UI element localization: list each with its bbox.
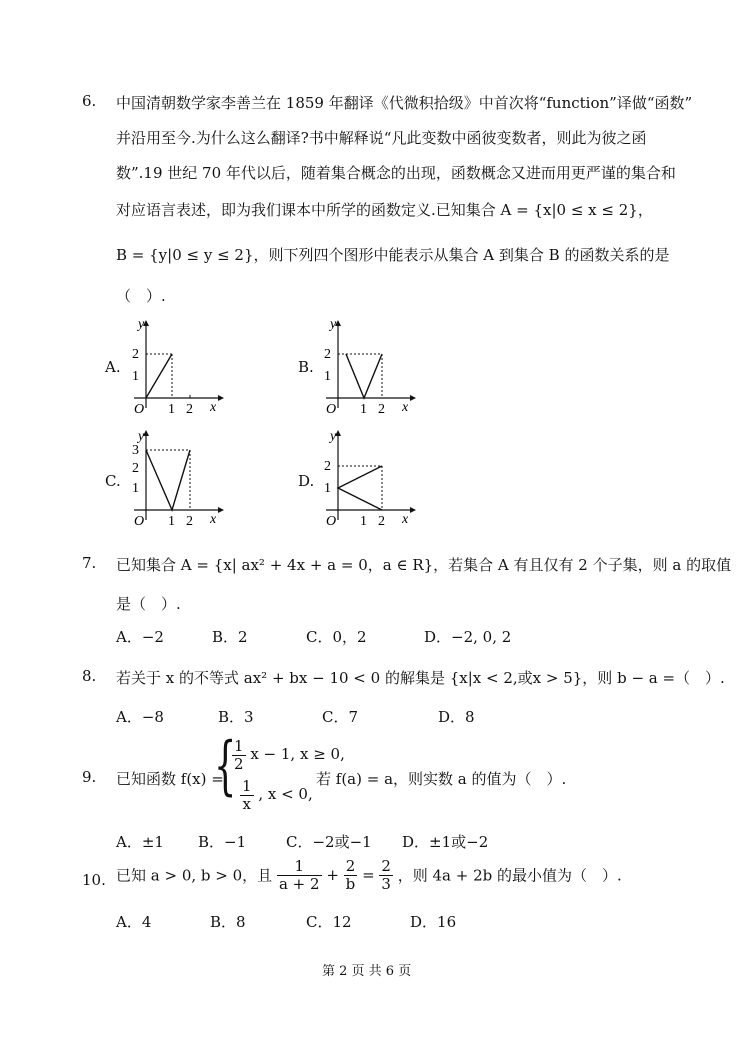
q6-text-line4: 对应语言表述，即为我们课本中所学的函数定义.已知集合 A = {x|0 ≤ x ≤ 2}， (116, 201, 653, 219)
page-footer: 第 2 页 共 6 页 (322, 964, 412, 979)
q9-option-b[interactable]: B．−1 (198, 833, 247, 851)
q10-option-a[interactable]: A．4 (116, 913, 152, 931)
q9-option-a[interactable]: A．±1 (116, 833, 164, 851)
q10-frac1-num: 1 (277, 858, 322, 876)
q10-frac3-num: 2 (381, 857, 391, 875)
q6-option-a-label: A. (105, 358, 121, 376)
graph-a-xlabel: x (210, 400, 217, 415)
q9-suffix: 若 f(a) = a，则实数 a 的值为（ ）. (316, 770, 567, 788)
graph-a-origin: O (134, 402, 145, 417)
graph-a-x-arrow (218, 395, 224, 401)
graph-b-ylabel: y (330, 318, 337, 332)
graph-d-curve (338, 466, 382, 510)
q8-text-line1: 若关于 x 的不等式 ax² + bx − 10 < 0 的解集是 {x|x < 2,或x > 5}，则 b − a =（ ）. (116, 669, 725, 687)
q10-suffix: ，则 4a + 2b 的最小值为（ ）. (397, 866, 622, 885)
q9-case1-num: 1 (234, 737, 244, 755)
q7-option-c[interactable]: C．0，2 (306, 628, 367, 646)
q7-number: 7. (82, 554, 97, 572)
graph-c-ytick-1: 1 (132, 481, 139, 496)
q9-prefix: 已知函数 f(x) = (116, 770, 224, 788)
q10-text (116, 858, 622, 892)
q10-option-c[interactable]: C．12 (306, 913, 352, 931)
q6-option-c-label: C. (105, 472, 121, 490)
q10-option-b[interactable]: B．8 (210, 913, 246, 931)
q6-number: 6. (82, 92, 97, 110)
graph-b-origin: O (326, 402, 337, 417)
q9-option-c[interactable]: C．−2或−1 (286, 833, 372, 851)
graph-d-xtick-2: 2 (378, 514, 385, 529)
graph-c-x-arrow (218, 507, 224, 513)
graph-b-xtick-1: 1 (360, 402, 367, 417)
graph-a-xtick-1: 1 (168, 402, 175, 417)
q6-text-line3: 数”.19 世纪 70 年代以后，随着集合概念的出现，函数概念又进而用更严谨的集合和 (116, 164, 676, 182)
q8-option-b[interactable]: B．3 (218, 708, 254, 726)
q7-text-line2: 是（ ）. (116, 595, 181, 613)
q7-option-b[interactable]: B．2 (212, 628, 248, 646)
q6-option-b-label: B. (298, 358, 314, 376)
q10-prefix: 已知 a > 0, b > 0，且 (116, 866, 273, 885)
q10-option-d[interactable]: D．16 (410, 913, 457, 931)
graph-c-origin: O (134, 514, 145, 529)
graph-b-ytick-1: 1 (324, 369, 331, 384)
graph-d-origin: O (326, 514, 337, 529)
q10-number: 10. (82, 871, 106, 889)
graph-d-xtick-1: 1 (360, 514, 367, 529)
q6-text-line1: 中国清朝数学家李善兰在 1859 年翻译《代微积拾级》中首次将“function”译做“函数” (116, 94, 693, 112)
graph-d-x-arrow (410, 507, 416, 513)
graph-b-x-arrow (410, 395, 416, 401)
graph-c-ytick-3: 3 (132, 443, 139, 458)
q9-case2-rest: , x < 0, (258, 785, 313, 803)
q8-option-a[interactable]: A．−8 (116, 708, 164, 726)
q8-option-c[interactable]: C．7 (322, 708, 359, 726)
graph-a-xtick-2: 2 (186, 402, 193, 417)
graph-c-curve (146, 450, 190, 510)
q7-option-a[interactable]: A．−2 (116, 628, 164, 646)
q9-case2 (240, 778, 313, 812)
q9-case1-rest: x − 1, x ≥ 0, (250, 745, 345, 763)
graph-c-ylabel: y (138, 430, 145, 444)
q9-case1-den: 2 (234, 754, 244, 773)
graph-c-ytick-2: 2 (132, 461, 139, 476)
graph-d-ytick-2: 2 (324, 459, 331, 474)
q6-graph-a (128, 318, 228, 418)
graph-a-ytick-2: 2 (132, 347, 139, 362)
q10-frac1-den: a + 2 (278, 874, 320, 893)
graph-c-xtick-2: 2 (186, 514, 193, 529)
q6-text-line5: B = {y|0 ≤ y ≤ 2}，则下列四个图形中能表示从集合 A 到集合 B 的函数关系的是 (116, 246, 670, 264)
graph-b-xlabel: x (402, 400, 409, 415)
graph-c-xlabel: x (210, 512, 217, 527)
q10-frac2-num: 2 (344, 858, 358, 876)
q9-case2-den: x (242, 794, 251, 813)
graph-b-xtick-2: 2 (378, 402, 385, 417)
graph-a-ytick-1: 1 (132, 369, 139, 384)
q9-case2-num: 1 (242, 777, 252, 795)
q7-option-d[interactable]: D．−2, 0, 2 (424, 628, 512, 646)
graph-a-curve (146, 354, 172, 398)
q6-text-line2: 并沿用至今.为什么这么翻译?书中解释说“凡此变数中函彼变数者，则此为彼之函 (116, 129, 647, 147)
q6-graph-c (128, 430, 228, 530)
graph-a-ylabel: y (138, 318, 145, 332)
graph-b-curve (346, 354, 382, 398)
q10-frac3-den: 3 (381, 874, 391, 893)
q9-number: 9. (82, 768, 97, 786)
q6-option-d-label: D. (298, 472, 315, 490)
q9-brace: { (214, 729, 237, 803)
q9-option-d[interactable]: D．±1或−2 (402, 833, 489, 851)
q6-graph-b (320, 318, 420, 418)
graph-d-ylabel: y (330, 430, 337, 444)
q8-option-d[interactable]: D．8 (438, 708, 475, 726)
q6-text-line6: （ ）. (116, 287, 166, 305)
q9-case1 (232, 738, 345, 772)
q8-number: 8. (82, 667, 97, 685)
graph-d-xlabel: x (402, 512, 409, 527)
q10-equals: = (362, 866, 375, 884)
graph-b-ytick-2: 2 (324, 347, 331, 362)
q10-frac2-den: b (345, 874, 356, 893)
q6-graph-d (320, 430, 420, 530)
q10-plus: + (326, 866, 339, 884)
graph-d-ytick-1: 1 (324, 481, 331, 496)
graph-c-xtick-1: 1 (168, 514, 175, 529)
q7-text-line1: 已知集合 A = {x| ax² + 4x + a = 0，a ∈ R}，若集合 A 有且仅有 2 个子集，则 a 的取值 (116, 556, 732, 574)
